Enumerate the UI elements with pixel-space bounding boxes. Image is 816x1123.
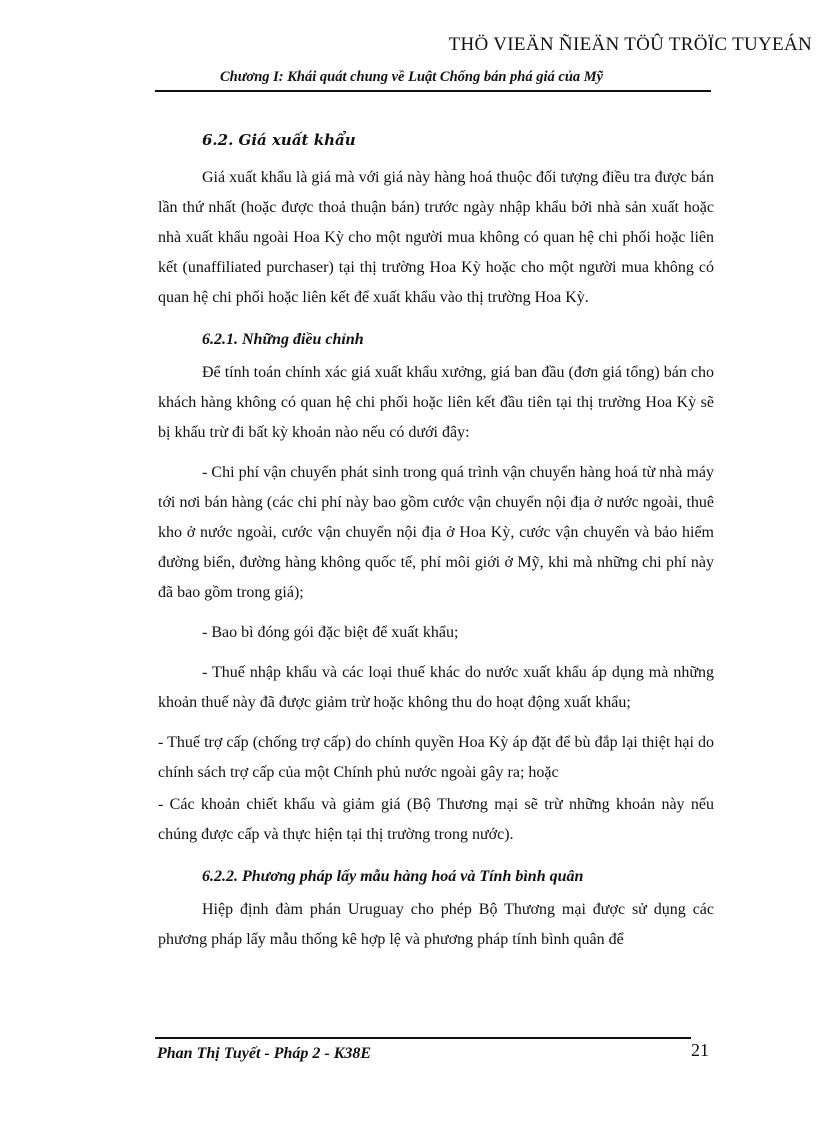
sampling-intro-paragraph: Hiệp định đàm phán Uruguay cho phép Bộ Thương mại được sử dụng các phương pháp lấy mẫu thống kê hợp lệ và phương pháp tính bình quân để [158, 901, 714, 948]
header-divider [155, 90, 711, 92]
subsection-heading-adjustments: 6.2.1. Những điều chỉnh [202, 331, 364, 348]
list-item-import-duties: - Thuế nhập khẩu và các loại thuế khác do nước xuất khẩu áp dụng mà những khoản thuế này đã được giảm trừ hoặc không thu do hoạt động xuất khẩu; [158, 664, 714, 711]
footer-author: Phan Thị Tuyết - Pháp 2 - K38E [157, 1045, 372, 1062]
subsection-heading-sampling: 6.2.2. Phương pháp lấy mẫu hàng hoá và Tính bình quân [202, 868, 584, 885]
page-number: 21 [691, 1040, 709, 1060]
list-item-packaging: - Bao bì đóng gói đặc biệt để xuất khẩu; [202, 624, 459, 641]
watermark-text: THÖ VIEÄN ÑIEÄN TÖÛ TRÖÏC TUYEÁN [448, 34, 812, 55]
section-heading: 6.2. Giá xuất khẩu [202, 131, 356, 149]
section-intro-paragraph: Giá xuất khẩu là giá mà với giá này hàng hoá thuộc đối tượng điều tra được bán lần thứ nhất (hoặc được thoả thuận bán) trước ngày nhập khẩu bởi nhà sản xuất hoặc nhà xuất khẩu ngoài Hoa Kỳ cho một người mua không có quan hệ chi phối hoặc liên kết (unaffiliated purchaser) tại thị trường Hoa Kỳ hoặc cho một người mua không có quan hệ chi phối hoặc liên kết để xuất khẩu vào thị trường Hoa Kỳ. [158, 169, 714, 306]
list-item-countervailing-duty: - Thuế trợ cấp (chống trợ cấp) do chính quyền Hoa Kỳ áp đặt để bù đắp lại thiệt hại do chính sách trợ cấp của một Chính phủ nước ngoài gây ra; hoặc [158, 734, 714, 781]
adjustments-intro-paragraph: Để tính toán chính xác giá xuất khẩu xưởng, giá ban đầu (đơn giá tổng) bán cho khách hàng không có quan hệ chi phối hoặc liên kết đầu tiên tại thị trường Hoa Kỳ sẽ bị khấu trừ đi bất kỳ khoản nào nếu có dưới đây: [158, 364, 714, 441]
list-item-transport-costs: - Chi phí vận chuyển phát sinh trong quá trình vận chuyển hàng hoá từ nhà máy tới nơi bán hàng (các chi phí này bao gồm cước vận chuyển nội địa ở nước ngoài, thuê kho ở nước ngoài, cước vận chuyển nội địa ở Hoa Kỳ, cước vận chuyển và bảo hiểm đường biển, đường hàng không quốc tế, phí môi giới ở Mỹ, khi mà những chi phí này đã bao gồm trong giá); [158, 464, 714, 601]
list-item-discounts: - Các khoản chiết khấu và giảm giá (Bộ Thương mại sẽ trừ những khoản này nếu chúng được cấp và thực hiện tại thị trường trong nước). [158, 796, 714, 843]
footer-divider [155, 1037, 691, 1039]
chapter-title: Chương I: Khái quát chung về Luật Chống bán phá giá của Mỹ [220, 69, 604, 85]
page-body [158, 130, 714, 955]
